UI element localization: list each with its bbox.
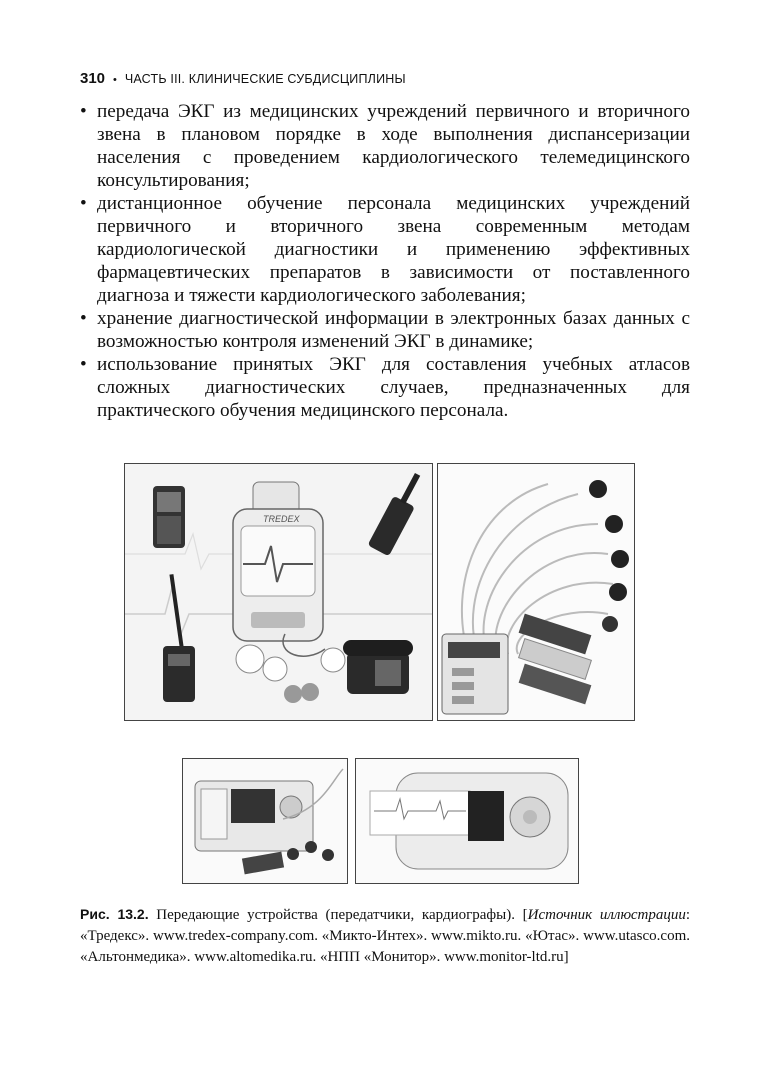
running-header <box>80 70 690 87</box>
photo-ecg-cables <box>437 463 635 721</box>
header-separator: • <box>113 74 117 86</box>
bullet-item: • использование принятых ЭКГ для составления учебных атласов сложных диагностических случаев, предназначенных для практического обучения медицинского персонала. <box>80 353 690 422</box>
page-number: 310 <box>80 70 106 87</box>
caption-source-text: : «Тредекс». www.tredex-company.com. «Микто-Интех». www.mikto.ru. «Ютас». www.utasco.com. «Альтонмедика». www.altomedika.ru. «НПП «Монитор». www.monitor-ltd.ru] <box>80 907 690 965</box>
caption-label: Рис. 13.2. <box>80 906 149 922</box>
photo-cardiograph <box>182 758 348 884</box>
bullet-list <box>80 100 690 422</box>
running-title: ЧАСТЬ III. КЛИНИЧЕСКИЕ СУБДИСЦИПЛИНЫ <box>124 72 406 86</box>
bullet-item: • хранение диагностической информации в электронных базах данных с возможностью контроля изменений ЭКГ в динамике; <box>80 307 690 353</box>
device-label: TREDEX <box>263 514 300 524</box>
photo-portable-ecg <box>355 758 579 884</box>
bullet-item: • передача ЭКГ из медицинских учреждений первичного и вторичного звена в плановом порядке в ходе выполнения диспансеризации населения с проведением кардиологического телемедицинского консультирования; <box>80 100 690 192</box>
photo-transmitter-kit <box>124 463 433 721</box>
figure-caption <box>80 904 690 968</box>
bullet-item: • дистанционное обучение персонала медицинских учреждений первичного и вторичного звена современным методам кардиологической диагностики и применению эффективных фармацевтических препаратов в зависимости от поставленного диагноза и тяжести кардиологического заболевания; <box>80 192 690 307</box>
caption-text: Передающие устройства (передатчики, кардиографы). [ <box>148 907 528 923</box>
caption-source-label: Источник иллюстрации <box>527 907 686 923</box>
